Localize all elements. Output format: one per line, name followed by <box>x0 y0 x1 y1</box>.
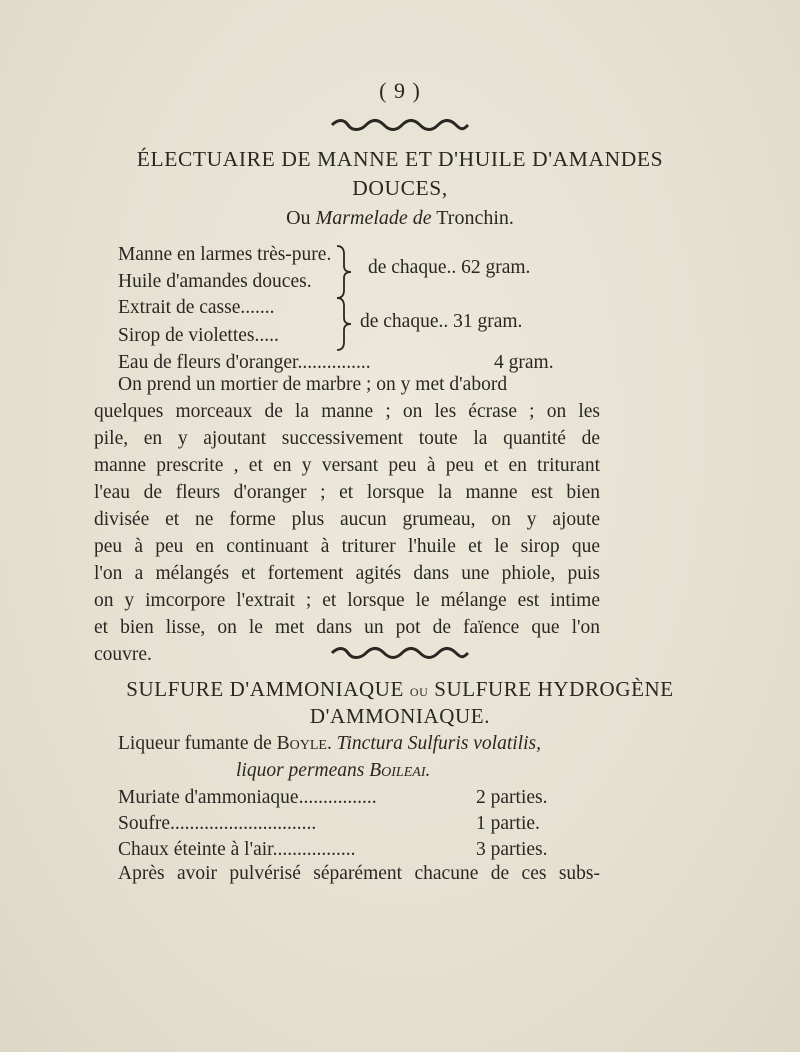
desc-latin-1: Tinctura Sulfuris volatilis, <box>336 733 541 754</box>
ingredient-eau: Eau de fleurs d'oranger............... <box>118 352 371 373</box>
section-subtitle <box>0 207 800 230</box>
ornament-rule-middle <box>0 646 800 665</box>
section-title-electuaire-line2: DOUCES, <box>352 176 448 200</box>
ingredient-huile: Huile d'amandes douces. <box>118 271 312 292</box>
paragraph-line-7: peu à peu en continuant à triturer l'huile et le sirop que <box>94 536 600 557</box>
ingredient-sirop: Sirop de violettes..... <box>118 325 279 346</box>
sulfure-description-line1 <box>118 733 541 755</box>
group1-quantity: de chaque.. 62 gram. <box>368 257 531 278</box>
ingredient-eau-quantity: 4 gram. <box>494 352 554 373</box>
sulfure-last-line: Après avoir pulvérisé séparément chacune de ces subs- <box>118 863 600 884</box>
subtitle-prefix: Ou <box>286 207 311 229</box>
paragraph-line-1: On prend un mortier de marbre ; on y met d'abord <box>118 374 508 395</box>
paragraph-line-6: divisée et ne forme plus aucun grumeau, on y ajoute <box>94 509 600 530</box>
ingredient-muriate-quantity: 2 parties. <box>476 787 548 808</box>
paragraph-line-8: l'on a mélangés et fortement agités dans une phiole, puis <box>94 563 600 584</box>
paragraph-line-9: on y imcorpore l'extrait ; et lorsque le mélange est intime <box>94 590 600 611</box>
ingredient-casse: Extrait de casse....... <box>118 297 275 318</box>
ingredient-soufre-quantity: 1 partie. <box>476 813 540 834</box>
sulfure-title-a: SULFURE D'AMMONIAQUE <box>126 677 404 701</box>
sulfure-title-b: SULFURE HYDROGÈNE <box>434 677 674 701</box>
sulfure-title-ou: ou <box>409 681 429 700</box>
desc-boyle: Boyle. <box>276 733 332 754</box>
subtitle-suffix: Tronchin. <box>436 207 514 229</box>
section-title-sulfure-line2: D'AMMONIAQUE. <box>309 704 491 728</box>
brace-group2 <box>334 296 354 352</box>
ingredient-soufre: Soufre.............................. <box>118 813 317 834</box>
desc-boileai: Boileai. <box>369 760 431 781</box>
ingredient-muriate: Muriate d'ammoniaque................ <box>118 787 377 808</box>
group2-quantity: de chaque.. 31 gram. <box>360 311 523 332</box>
desc-text: Liqueur fumante de <box>118 733 272 754</box>
desc-latin-2: liquor permeans <box>236 760 365 781</box>
ornament-rule-top <box>0 118 800 137</box>
ingredient-chaux: Chaux éteinte à l'air................. <box>118 839 356 860</box>
paragraph-line-10: et bien lisse, on le met dans un pot de faïence que l'on <box>94 617 600 638</box>
section-title-electuaire-line1: ÉLECTUAIRE DE MANNE ET D'HUILE D'AMANDES <box>136 147 664 171</box>
ingredient-chaux-quantity: 3 parties. <box>476 839 548 860</box>
ingredient-manne: Manne en larmes très-pure. <box>118 244 332 265</box>
paragraph-line-4: manne prescrite , et en y versant peu à peu et en triturant <box>94 455 600 476</box>
paragraph-line-5: l'eau de fleurs d'oranger ; et lorsque la manne est bien <box>94 482 600 503</box>
paragraph-line-2: quelques morceaux de la manne ; on les écrase ; on les <box>94 401 600 422</box>
subtitle-italic: Marmelade de <box>315 207 432 229</box>
page-number: ( 9 ) <box>379 78 421 103</box>
paragraph-line-3: pile, en y ajoutant successivement toute la quantité de <box>94 428 600 449</box>
brace-group1 <box>334 244 354 300</box>
sulfure-description-line2 <box>236 760 430 782</box>
paragraph-line-11: couvre. <box>94 644 152 665</box>
